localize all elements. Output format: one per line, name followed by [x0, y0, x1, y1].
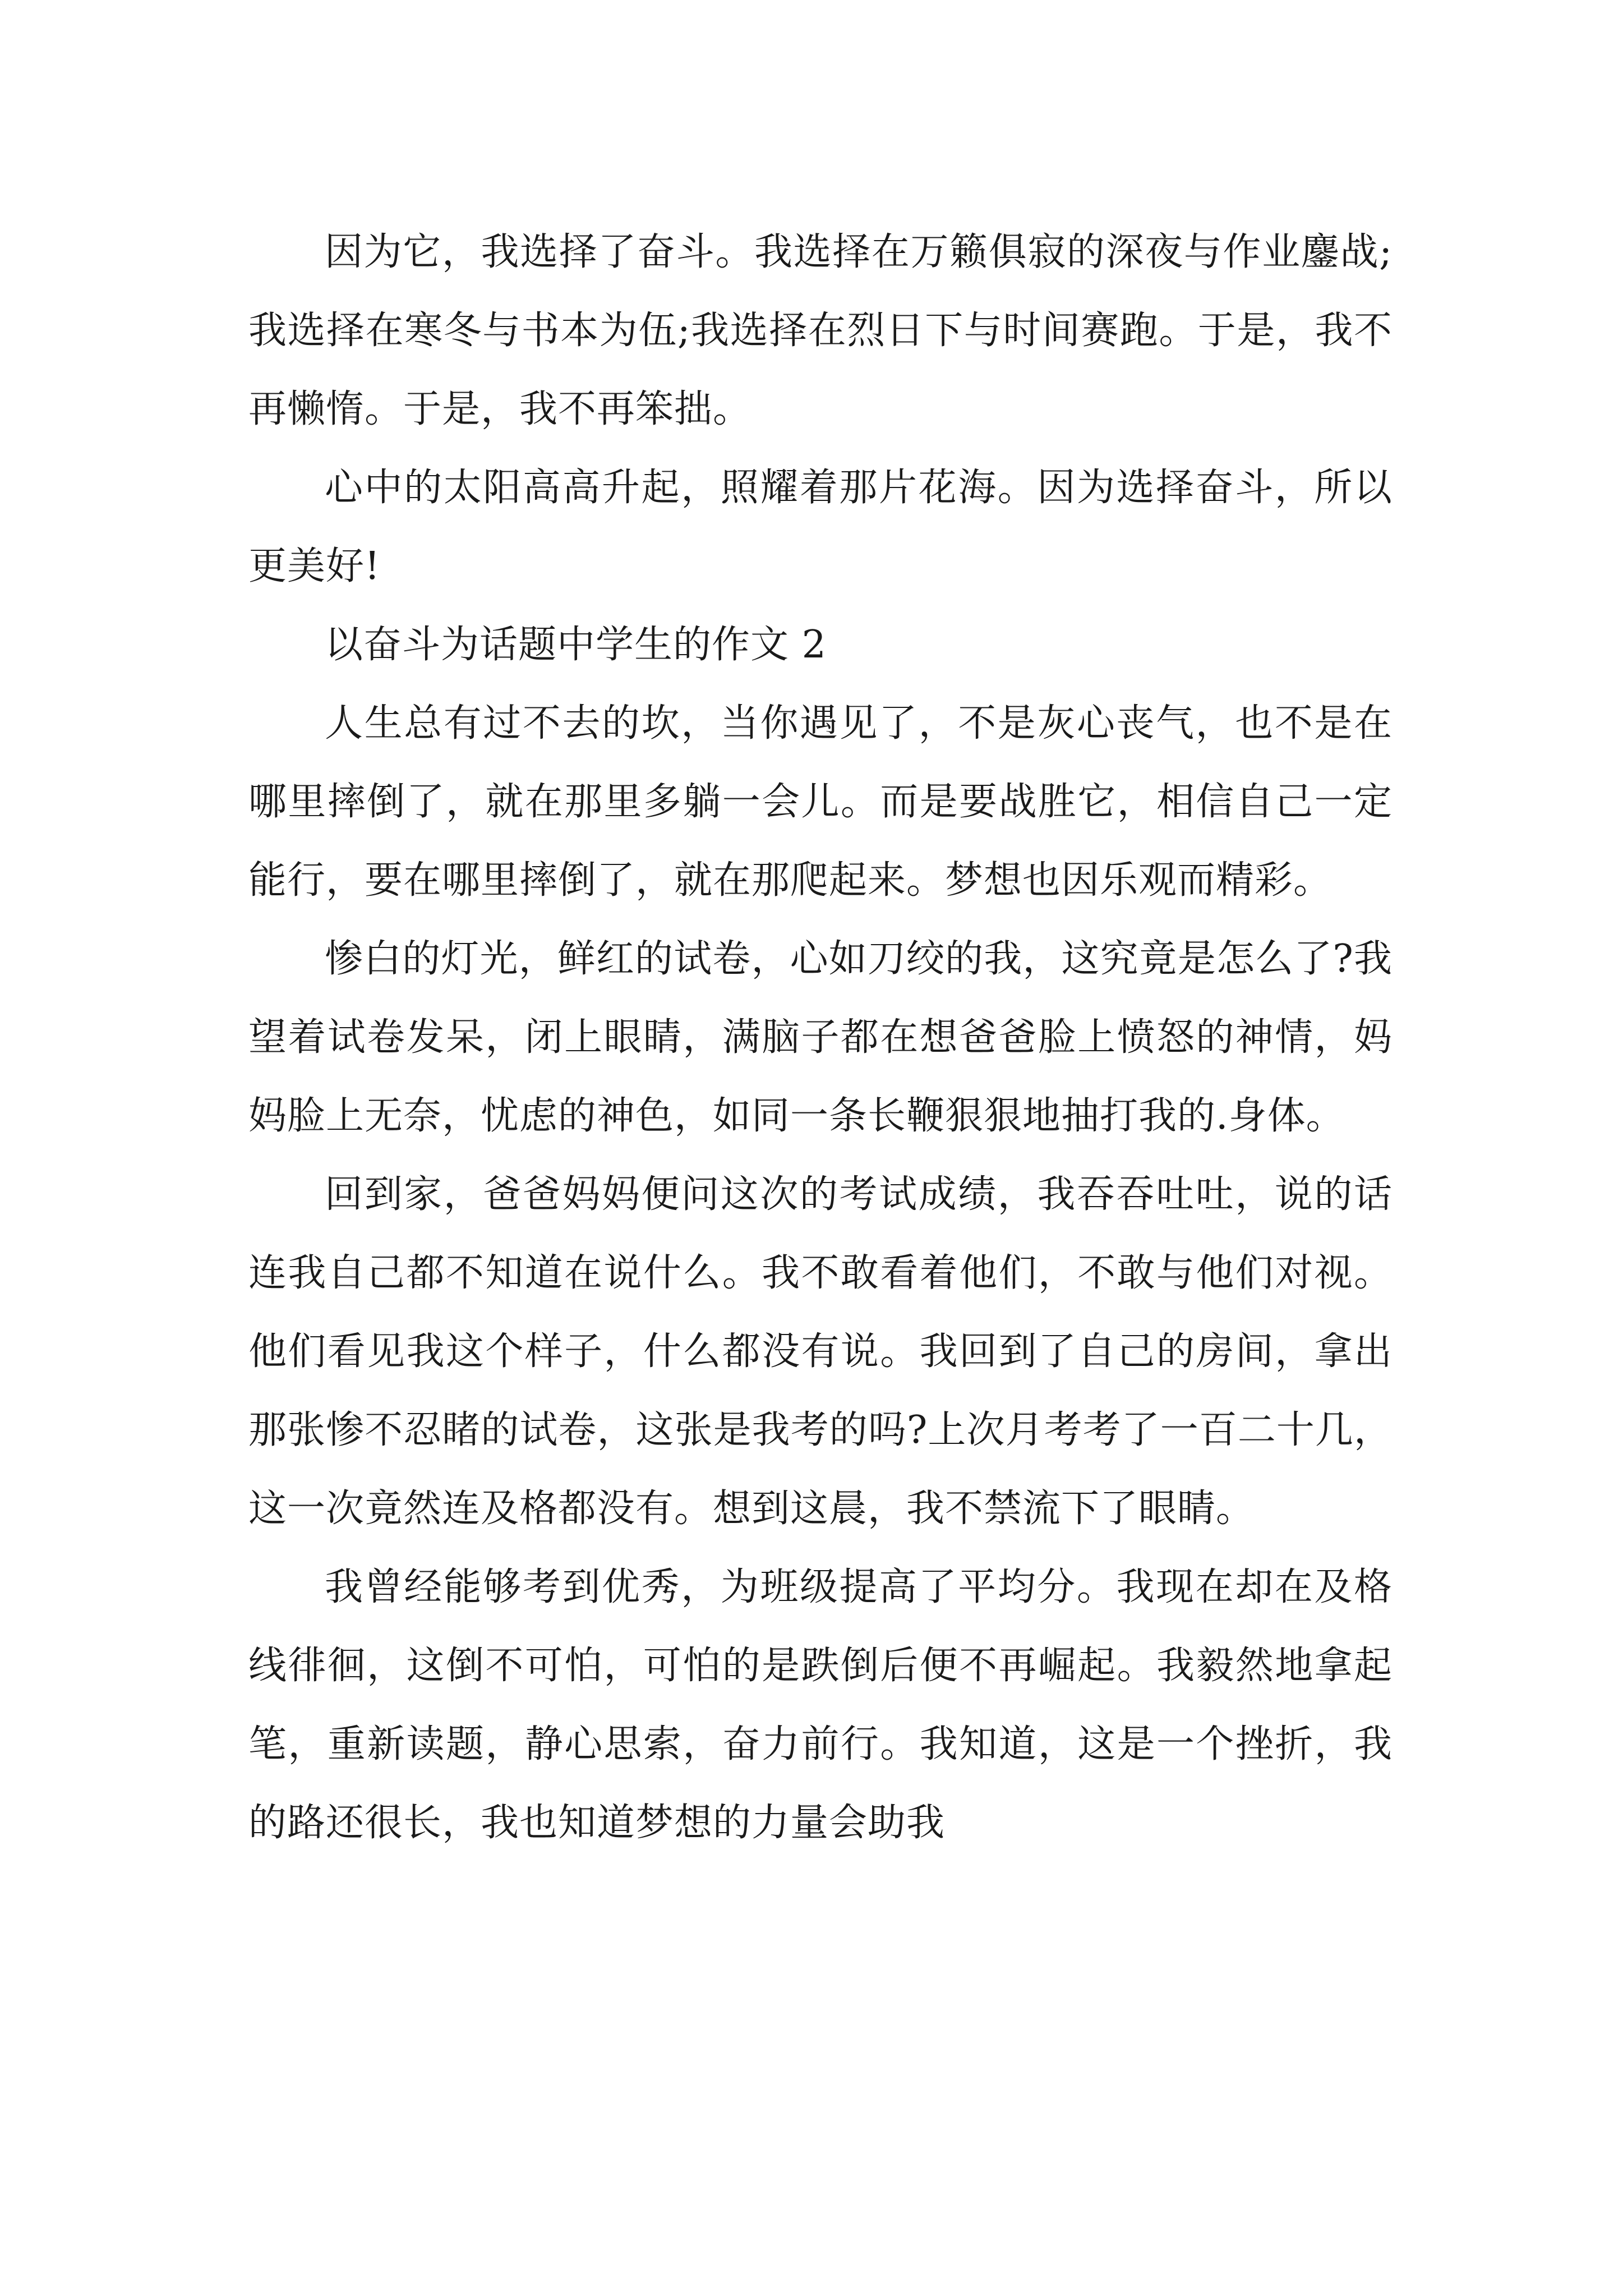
paragraph-3: 人生总有过不去的坎，当你遇见了，不是灰心丧气，也不是在哪里摔倒了，就在那里多躺一会儿。而是要战胜它，相信自己一定能行，要在哪里摔倒了，就在那爬起来。梦想也因乐观而精彩。 — [248, 701, 1393, 903]
paragraph-1: 因为它，我选择了奋斗。我选择在万籁俱寂的深夜与作业鏖战;我选择在寒冬与书本为伍;我选择在烈日下与时间赛跑。于是，我不再懒惰。于是，我不再笨拙。 — [248, 230, 1393, 431]
document-page — [248, 213, 1393, 2210]
paragraph-2: 心中的太阳高高升起，照耀着那片花海。因为选择奋斗，所以更美好! — [248, 466, 1393, 588]
paragraph-4: 惨白的灯光，鲜红的试卷，心如刀绞的我，这究竟是怎么了?我望着试卷发呆，闭上眼睛，满脑子都在想爸爸脸上愤怒的神情，妈妈脸上无奈，忧虑的神色，如同一条长鞭狠狠地抽打我的.身体。 — [248, 937, 1393, 1138]
paragraph-6: 我曾经能够考到优秀，为班级提高了平均分。我现在却在及格线徘徊，这倒不可怕，可怕的是跌倒后便不再崛起。我毅然地拿起笔，重新读题，静心思索，奋力前行。我知道，这是一个挫折，我的路还很长，我也知道梦想的力量会助我 — [248, 1565, 1393, 1845]
essay-title: 以奋斗为话题中学生的作文 2 — [325, 623, 827, 667]
paragraph-5: 回到家，爸爸妈妈便问这次的考试成绩，我吞吞吐吐，说的话连我自己都不知道在说什么。我不敢看着他们，不敢与他们对视。他们看见我这个样子，什么都没有说。我回到了自己的房间，拿出那张惨不忍睹的试卷，这张是我考的吗?上次月考考了一百二十几，这一次竟然连及格都没有。想到这晨，我不禁流下了眼睛。 — [248, 1172, 1393, 1531]
